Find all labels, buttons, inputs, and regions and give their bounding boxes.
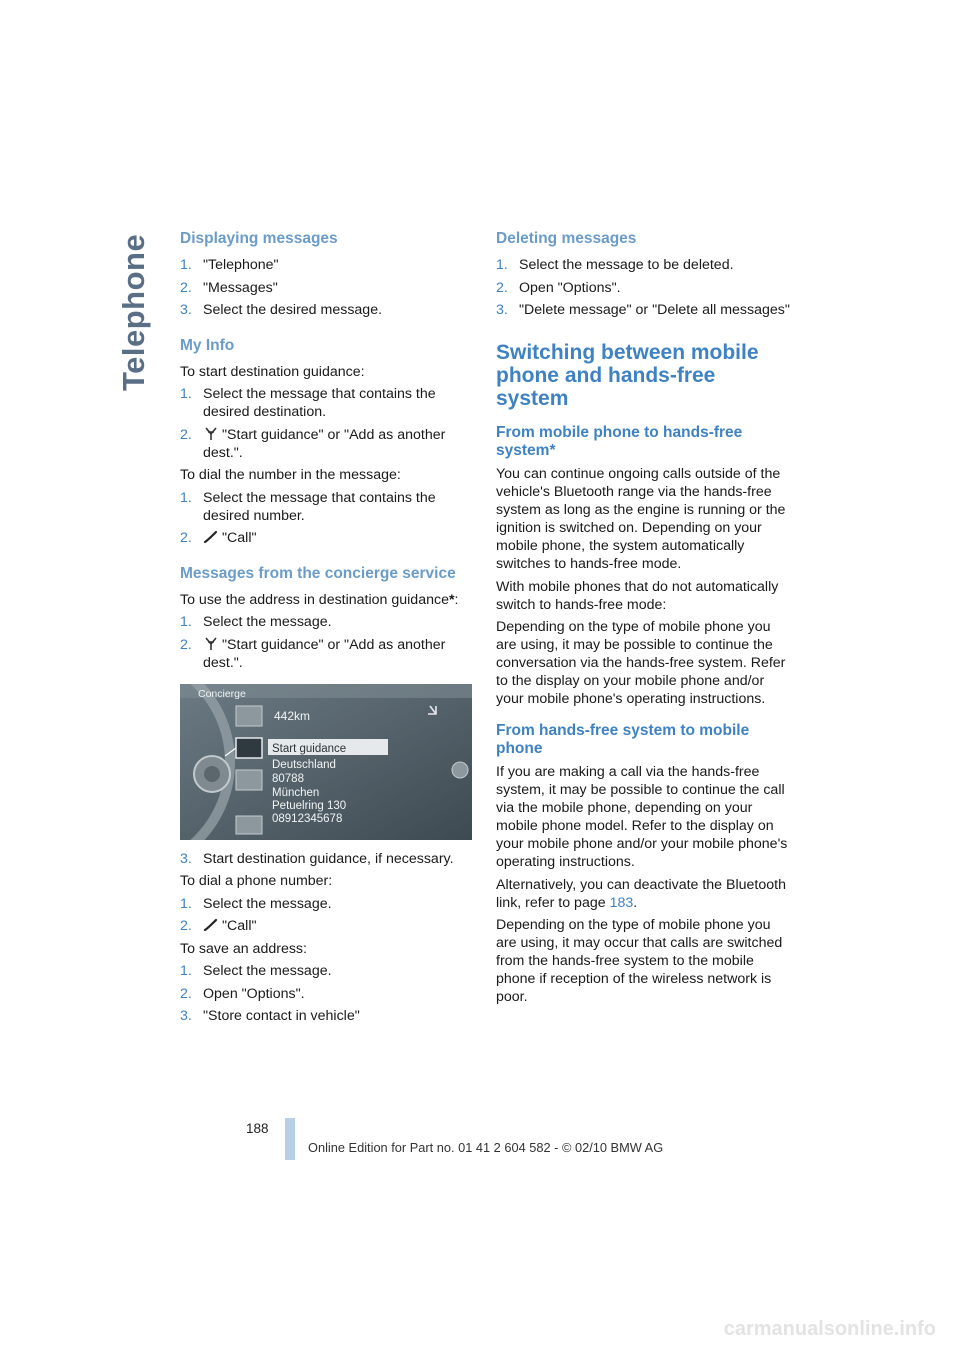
step: 3. "Store contact in vehicle" [180,1008,360,1024]
screen-item-street: Petuelring 130 [272,799,347,812]
screen-item-distance: 442km [274,708,311,723]
step: 2. "Messages" [180,279,278,296]
navigation-destination-icon [203,637,219,651]
phone-handset-icon [203,918,219,932]
step: 1. Select the message to be deleted. [496,257,734,273]
step: 3. Select the desired message. [180,302,383,318]
screen-item-postcode: 80788 [272,772,304,785]
paragraph: To use the address in destination guidance*: [180,591,459,608]
page-number: 188 [246,1121,269,1136]
step: 2. Open "Options". [496,279,621,296]
optional-equipment-asterisk: * [448,591,455,608]
step: 2. Open "Options". [180,985,305,1002]
step: 3. Start destination guidance, if necessary. [180,850,454,867]
heading-concierge-messages: Messages from the concierge service [180,564,456,582]
idrive-concierge-screenshot [180,684,472,840]
footer-accent-bar [285,1118,295,1160]
heading-my-info: My Info [180,336,235,354]
heading-deleting-messages: Deleting messages [496,230,637,247]
edition-notice: Online Edition for Part no. 01 41 2 604 582 - © 02/10 BMW AG [308,1140,664,1155]
paragraph: To dial a phone number: [180,873,333,889]
screen-item-city: München [272,786,320,799]
right-column [496,229,792,1011]
chapter-side-tab: Telephone [116,233,151,391]
paragraph: You can continue ongoing calls outside of the vehicle's Bluetooth range via the hands-free system as long as the engine is running or the ignition is switched on. Depending on your mobile phone, the system automatically switches to hands-free mode. [496,466,786,572]
screen-item-country: Deutschland [272,758,336,771]
subheading-phone-to-handsfree: From mobile phone to hands-free system* [496,424,743,459]
paragraph: To start destination guidance: [180,363,365,380]
step: 1. Select the message. [180,963,332,979]
step: 1. Select the message that contains the desired number. [180,489,436,524]
paragraph: With mobile phones that do not automatically switch to hands-free mode: [496,578,779,613]
paragraph: Alternatively, you can deactivate the Bluetooth link, refer to page 183. [496,876,786,911]
subheading-handsfree-to-phone: From hands-free system to mobile phone [496,722,750,757]
paragraph: To dial the number in the message: [180,467,401,483]
step: 3. "Delete message" or "Delete all messages" [496,302,790,318]
navigation-destination-icon [203,427,219,441]
paragraph: To save an address: [180,940,307,957]
step: 1. Select the message that contains the desired destination. [180,386,436,420]
step: 1. "Telephone" [180,257,279,273]
step: 2. "Call" [180,918,257,934]
step: 2. "Start guidance" or "Add as another dest.". [180,636,446,671]
paragraph: Depending on the type of mobile phone you are using, it may occur that calls are switched from the hands-free system to the mobile phone if reception of the wireless network is poor. [496,917,783,1005]
heading-switching: Switching between mobile phone and hands-free system [496,341,759,410]
paragraph: If you are making a call via the hands-free system, it may be possible to continue the call via the mobile phone, depending on your mobile phone model. Refer to the display on your mobile phone and/or your mobile phone's operating instructions. [496,764,788,870]
screen-item-start-guidance: Start guidance [272,742,347,755]
watermark: carmanualsonline.info [723,1318,936,1340]
paragraph: Depending on the type of mobile phone you are using, it may be possible to continue the conversation via the hands-free system. Refer to the display on your mobile phone and/or your mobile phone's operating instructions. [496,619,786,707]
step: 1. Select the message. [180,895,332,912]
left-column [180,229,472,1030]
step: 1. Select the message. [180,614,332,630]
step: 2. "Call" [180,530,257,546]
step: 2. "Start guidance" or "Add as another dest.". [180,426,446,461]
screen-header-label: Concierge [198,687,246,700]
page-reference-link[interactable]: 183 [609,894,634,911]
heading-displaying-messages: Displaying messages [180,230,338,247]
screen-item-phone: 08912345678 [272,812,343,825]
phone-handset-icon [203,530,219,544]
